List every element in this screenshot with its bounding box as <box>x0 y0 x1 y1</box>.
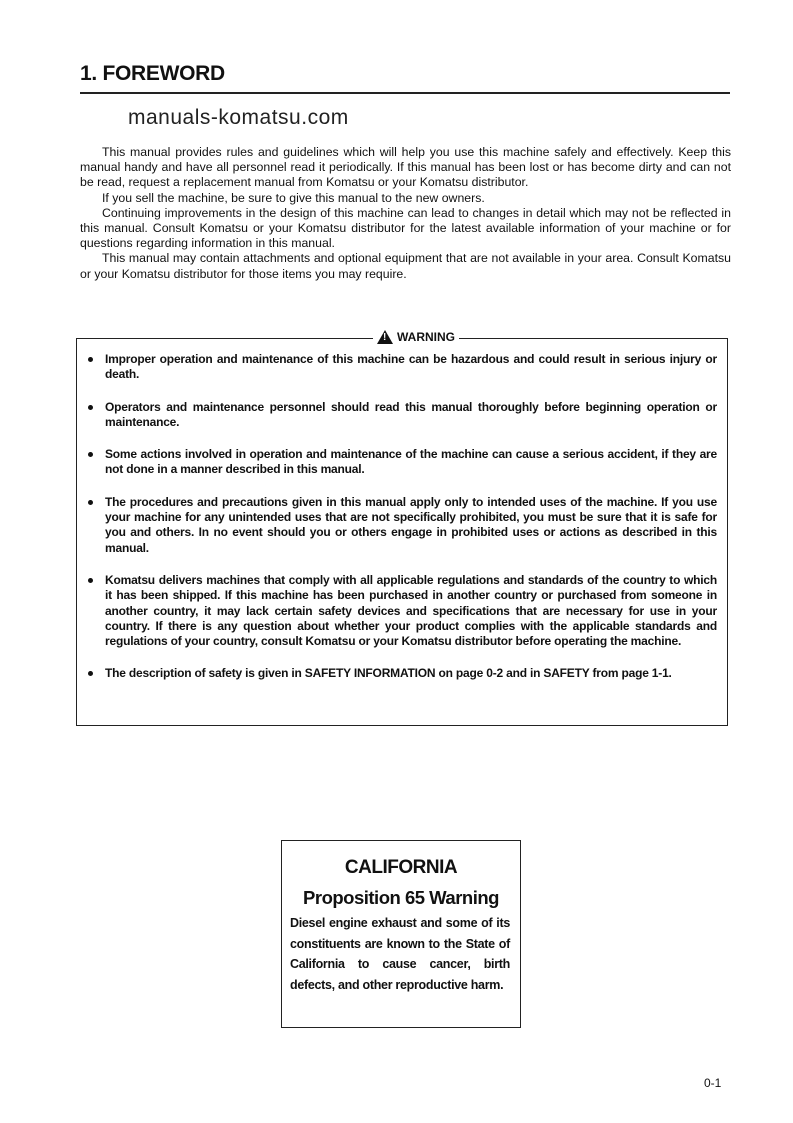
page-number: 0-1 <box>704 1076 722 1090</box>
warning-item: The procedures and precautions given in this manual apply only to intended uses of the machine. If you use your machine for any unintended uses that are not specifically prohibited, you must be sure that it is safe for you and others. In no event should you or others engage in prohibited uses or actions as described in this manual. <box>105 494 717 555</box>
intro-paragraph: This manual provides rules and guidelines which will help you use this machine safely and effectively. Keep this manual handy and have all personnel read it periodically. If this manual has been lost or has become dirty and can not be read, request a replacement manual from Komatsu or your Komatsu distributor. <box>80 145 731 190</box>
intro-paragraph: This manual may contain attachments and optional equipment that are not available in your area. Consult Komatsu or your Komatsu distributor for those items you may require. <box>80 251 731 281</box>
warning-heading: WARNING <box>397 330 455 344</box>
warning-item: Some actions involved in operation and maintenance of the machine can cause a serious accident, if they are not done in a manner described in this manual. <box>105 447 717 477</box>
warning-item: Komatsu delivers machines that comply with all applicable regulations and standards of the country to which it has been shipped. If this machine has been purchased in another country or purchased from someone in another country, it may lack certain safety devices and specifications that are necessary for use in your country. If there is any question about whether your product complies with the applicable standards and regulations of your country, consult Komatsu or your Komatsu distributor before operating the machine. <box>105 572 717 649</box>
foreword-text <box>80 145 731 282</box>
california-title: CALIFORNIA <box>344 857 458 878</box>
intro-paragraph: If you sell the machine, be sure to give this manual to the new owners. <box>102 190 485 205</box>
title-underline <box>80 92 730 94</box>
california-prop65-box <box>281 840 521 1028</box>
california-text: Diesel engine exhaust and some of its constituents are known to the State of California to cause cancer, birth defects, and other reproductive harm. <box>290 916 510 992</box>
intro-paragraph: Continuing improvements in the design of this machine can lead to changes in detail which may not be reflected in this manual. Consult Komatsu or your Komatsu distributor for the latest available information of your machine or for questions regarding information in this manual. <box>80 205 731 251</box>
section-title: 1. FOREWORD <box>80 62 225 85</box>
watermark: manuals-komatsu.com <box>128 106 349 129</box>
warning-item: Improper operation and maintenance of this machine can be hazardous and could result in serious injury or death. <box>105 352 717 382</box>
warning-item: The description of safety is given in SAFETY INFORMATION on page 0-2 and in SAFETY from page 1-1. <box>105 666 717 681</box>
warning-box <box>76 330 728 726</box>
warning-list <box>77 339 727 682</box>
california-subtitle: Proposition 65 Warning <box>303 887 499 908</box>
warning-item: Operators and maintenance personnel should read this manual thoroughly before beginning operation or maintenance. <box>105 399 717 429</box>
warning-triangle-icon <box>377 330 393 344</box>
